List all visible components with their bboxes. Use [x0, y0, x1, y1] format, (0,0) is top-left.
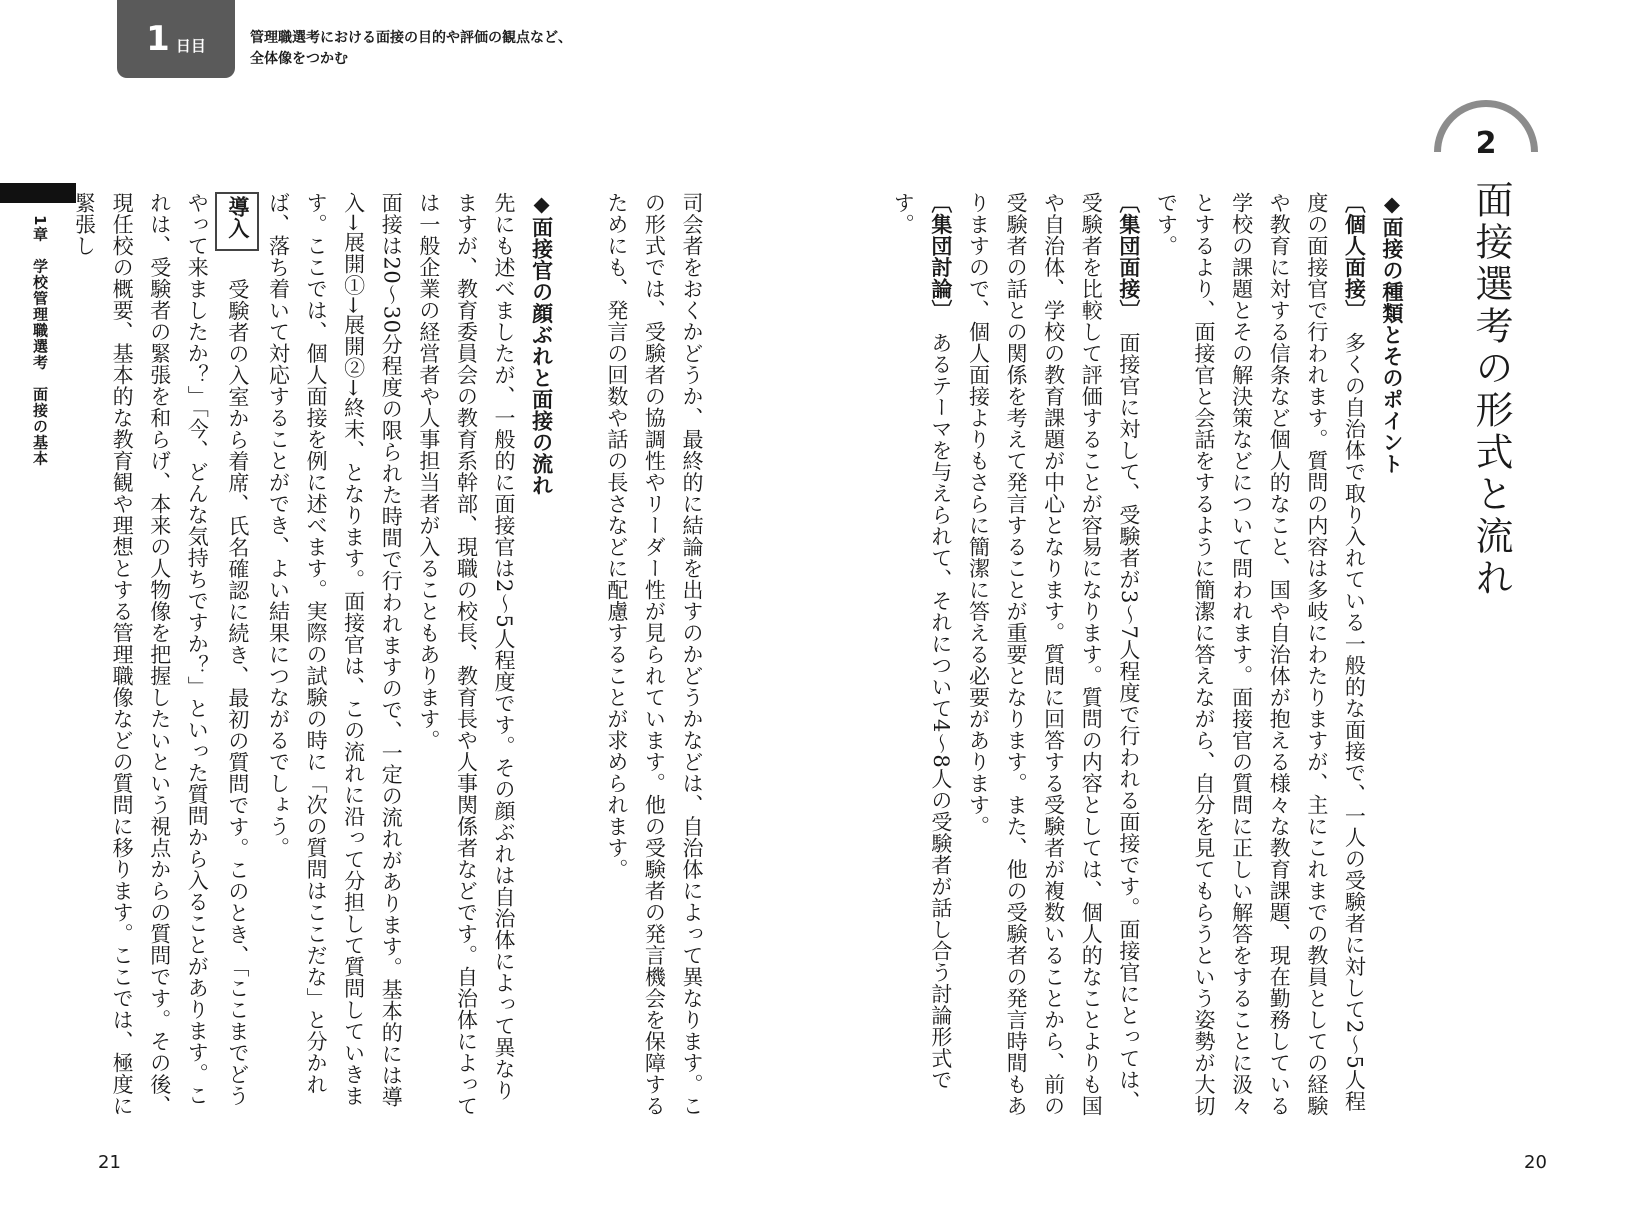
paragraph-flow-1: 先にも述べましたが、一般的に面接官は2～5人程度です。その顔ぶれは自治体によって異なりますが、教育委員会の教育系幹部、現職の校長、教育長や人事関係者などです。自治体によっては一般企業の経営者や人事担当者が入ることもあります。: [416, 192, 517, 1117]
chapter-label: 1章 学校管理職選考 面接の基本: [31, 215, 49, 467]
section-title: 面接選考の形式と流れ: [1469, 180, 1513, 600]
individual-text: 多くの自治体で取り入れている一般的な面接で、一人の受験者に対して2～5人程度の面接官で行われます。質問の内容は多岐にわたりますが、主にこれまでの教員としての経験や教育に対する信条など個人的なこと、国や自治体が抱える様々な教育課題、現在勤務している学校の課題とその解決策などについて問われます。面接官の質問に正しい解答をすることに汲々とするより、面接官と会話をするように簡潔に答えながら、自分を見てもらうという姿勢が大切です。: [1154, 192, 1367, 1117]
section-number: 2: [1475, 126, 1497, 161]
day-number: 1: [146, 19, 170, 59]
right-page-body: [891, 192, 1410, 1122]
tag-intro: 導入: [215, 192, 259, 251]
label-group: 〔集団面接〕: [1116, 192, 1141, 311]
paragraph-discussion: [884, 192, 959, 1122]
group-text: 面接官に対して、受験者が3～7人程度で行われる面接です。面接官にとっては、受験者を比較して評価することが容易になります。質問の内容としては、個人的なことよりも国や自治体、学校の教育課題が中心となります。質問に回答する受験者が複数いることから、前の受験者の話との関係を考えて発言することが重要となります。また、他の受験者の発言時間もありますので、個人面接よりもさらに簡潔に答える必要があります。: [966, 192, 1141, 1117]
heading-interviewers-flow: ◆面接官の顔ぶれと面接の流れ: [529, 192, 554, 496]
discussion-text: あるテーマを与えられて、それについて4～8人の受験者が話し合う討論形式です。: [891, 192, 953, 1091]
intro-text: 受験者の入室から着席、氏名確認に続き、最初の質問です。このとき、「ここまでどうやって来ましたか？」「今、どんな気持ちですか？」といった質問から入ることがあります。これは、受験者の緊張を和らげ、本来の人物像を把握したいという視点からの質問です。その後、現任校の概要、基本的な教育観や理想とする管理職像などの質問に移ります。ここでは、極度に緊張し: [72, 192, 250, 1117]
paragraph-intro: [65, 192, 259, 1122]
paragraph-discussion-cont: 司会者をおくかどうか、最終的に結論を出すのかどうかなどは、自治体によって異なります。この形式では、受験者の協調性やリーダー性が見られています。他の受験者の発言機会を保障するためにも、発言の回数や話の長さなどに配慮することが求められます。: [604, 192, 704, 1117]
day-description-line2: 全体像をつかむ: [250, 51, 348, 67]
page-number-left: 21: [98, 1152, 121, 1173]
paragraph-individual: [1147, 192, 1373, 1122]
label-individual: 〔個人面接〕: [1342, 192, 1367, 311]
day-unit: 日目: [175, 36, 206, 55]
paragraph-group: [959, 192, 1147, 1122]
paragraph-flow-2: 面接は20～30分程度の限られた時間で行われますので、一定の流れがあります。基本的には導入→展開①→展開②→終末、となります。面接官は、この流れに沿って分担して質問していきます。ここでは、個人面接を例に述べます。実際の試験の時に「次の質問はここだな」と分かれば、落ち着いて対応することができ、よい結果につながるでしょう。: [266, 192, 404, 1108]
page-number-right: 20: [1524, 1152, 1547, 1173]
left-page-body: [72, 192, 710, 1122]
label-discussion: 〔集団討論〕: [928, 192, 953, 311]
day-tab: [117, 0, 235, 78]
heading-interview-types: ◆面接の種類とそのポイント: [1380, 192, 1404, 475]
day-description-line1: 管理職選考における面接の目的や評価の観点など、: [250, 30, 572, 46]
day-description: [250, 28, 650, 70]
